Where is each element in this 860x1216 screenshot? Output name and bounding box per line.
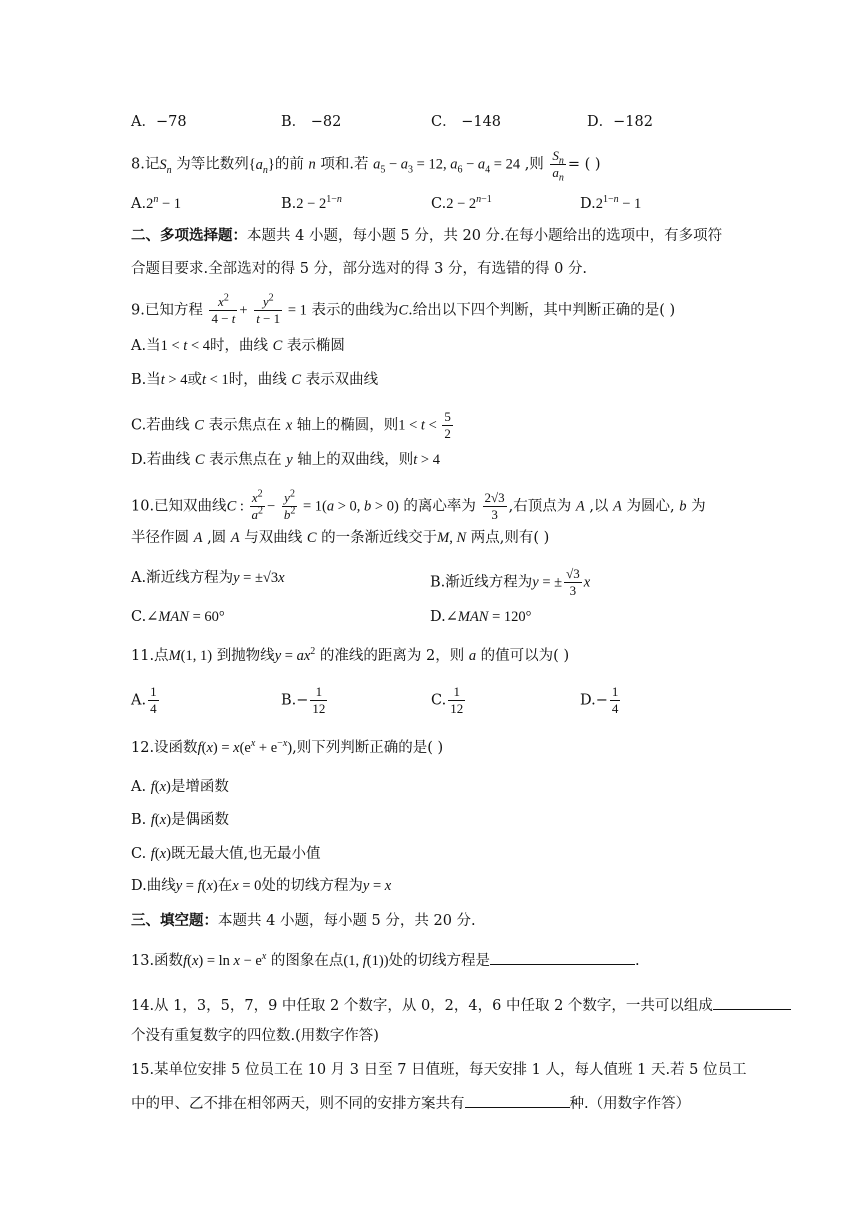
q14-answer-blank[interactable]: [713, 995, 791, 1010]
q12-option-a: A. f(x)是增函数: [131, 779, 229, 795]
question-10-stem: 10.已知双曲线C : $\frac{x^2}{a^2}$ − $\frac{y^2}{b^2}$ = 1(a > 0, b > 0) 的离心率为 $\frac{2√3}{3}$ ,右顶点为 A ,以 A 为圆心, b 为: [131, 488, 706, 522]
q10-option-b: B.渐近线方程为y = ± $\frac{√3}{3}$ x: [430, 566, 591, 598]
q9-option-a: A.当1 < t < 4时，曲线 C 表示椭圆: [131, 338, 345, 354]
q10-option-a: A.渐近线方程为y = ±√3x: [131, 570, 285, 586]
q7-option-c: C． −148: [431, 114, 502, 130]
question-9-stem: 9.已知方程 $\frac{x^2}{4 - t}$ + $\frac{y^2}{t - 1}$ = 1 表示的曲线为C.给出以下四个判断，其中判断正确的是( ): [131, 292, 676, 326]
section-3-heading: 三、填空题：本题共 4 小题，每小题 5 分，共 20 分.: [131, 912, 476, 929]
question-12-stem: 12.设函数$f(x) = x(e^x + e^{-x})$,则下列判断正确的是( ): [131, 738, 444, 756]
question-11-stem: 11.点M(1, 1) 到抛物线$y = ax^2$ 的准线的距离为 2，则 a 的值可以为( ): [131, 646, 570, 664]
q15-answer-blank[interactable]: [465, 1093, 570, 1108]
q11-option-d: D.− $\frac{1}{4}$: [580, 684, 619, 716]
q7-option-d: D．−182: [587, 114, 653, 130]
q10-option-d: D.∠MAN = 120°: [430, 609, 532, 625]
q12-option-d: D.曲线y = f(x)在x = 0处的切线方程为y = x: [131, 878, 392, 894]
question-8-stem: 8.记$S_n$ 为等比数列$\{a_n\}$的前 n 项和.若 $a_5 - a_3 = 12$, $a_6 - a_4 = 24$ ,则 $\frac{S_n}{a_n}$ = ( ): [131, 148, 601, 184]
q7-option-b: B． −82: [281, 114, 342, 130]
question-14-line2: 个没有重复数字的四位数.(用数字作答): [131, 1028, 379, 1044]
q8-option-c: $C.2 - 2^{n-1}$: [431, 194, 492, 212]
q10-option-c: C.∠MAN = 60°: [131, 609, 225, 625]
q12-option-b: B. f(x)是偶函数: [131, 812, 230, 828]
q11-option-c: C. $\frac{1}{12}$: [431, 684, 464, 716]
q12-option-c: C. f(x)既无最大值,也无最小值: [131, 846, 321, 862]
section-2-heading: 二、多项选择题：本题共 4 小题，每小题 5 分，共 20 分.在每小题给出的选项中，有多项符: [131, 227, 723, 244]
q8-option-b: $B.2 - 2^{1-n}$: [281, 194, 342, 212]
q9-option-d: D.若曲线 C 表示焦点在 y 轴上的双曲线，则t > 4: [131, 452, 440, 468]
q9-option-b: B.当t > 4或t < 1时，曲线 C 表示双曲线: [131, 372, 379, 388]
question-10-stem-line2: 半径作圆 A ,圆 A 与双曲线 C 的一条渐近线交于M, N 两点,则有( ): [131, 530, 550, 546]
question-15-line2: 中的甲、乙不排在相邻两天，则不同的安排方案共有 种.（用数字作答）: [131, 1093, 690, 1114]
q8-option-d: $D.2^{1-n} - 1$: [580, 194, 642, 212]
q13-answer-blank[interactable]: [490, 950, 635, 965]
question-15-line1: 15.某单位安排 5 位员工在 10 月 3 日至 7 日值班，每天安排 1 人，每人值班 1 天.若 5 位员工: [131, 1062, 747, 1078]
q11-option-b: B.− $\frac{1}{12}$: [281, 684, 326, 716]
section-2-note: 合题目要求.全部选对的得 5 分，部分选对的得 3 分，有选错的得 0 分.: [131, 261, 588, 277]
q7-option-a: A．−78: [131, 114, 187, 130]
q11-option-a: A. $\frac{1}{4}$: [131, 684, 157, 716]
question-13: 13.函数$f(x) = \ln x - e^x$ 的图象在点(1, f(1))处的切线方程是 .: [131, 951, 640, 969]
question-14-line1: 14.从 1，3，5，7，9 中任取 2 个数字，从 0，2，4，6 中任取 2 个数字，一共可以组成: [131, 995, 791, 1016]
q8-option-a: $A.2^n - 1$: [131, 194, 182, 212]
q9-option-c: C.若曲线 C 表示焦点在 x 轴上的椭圆，则1 < t < $\frac{5}{2}$: [131, 409, 451, 441]
